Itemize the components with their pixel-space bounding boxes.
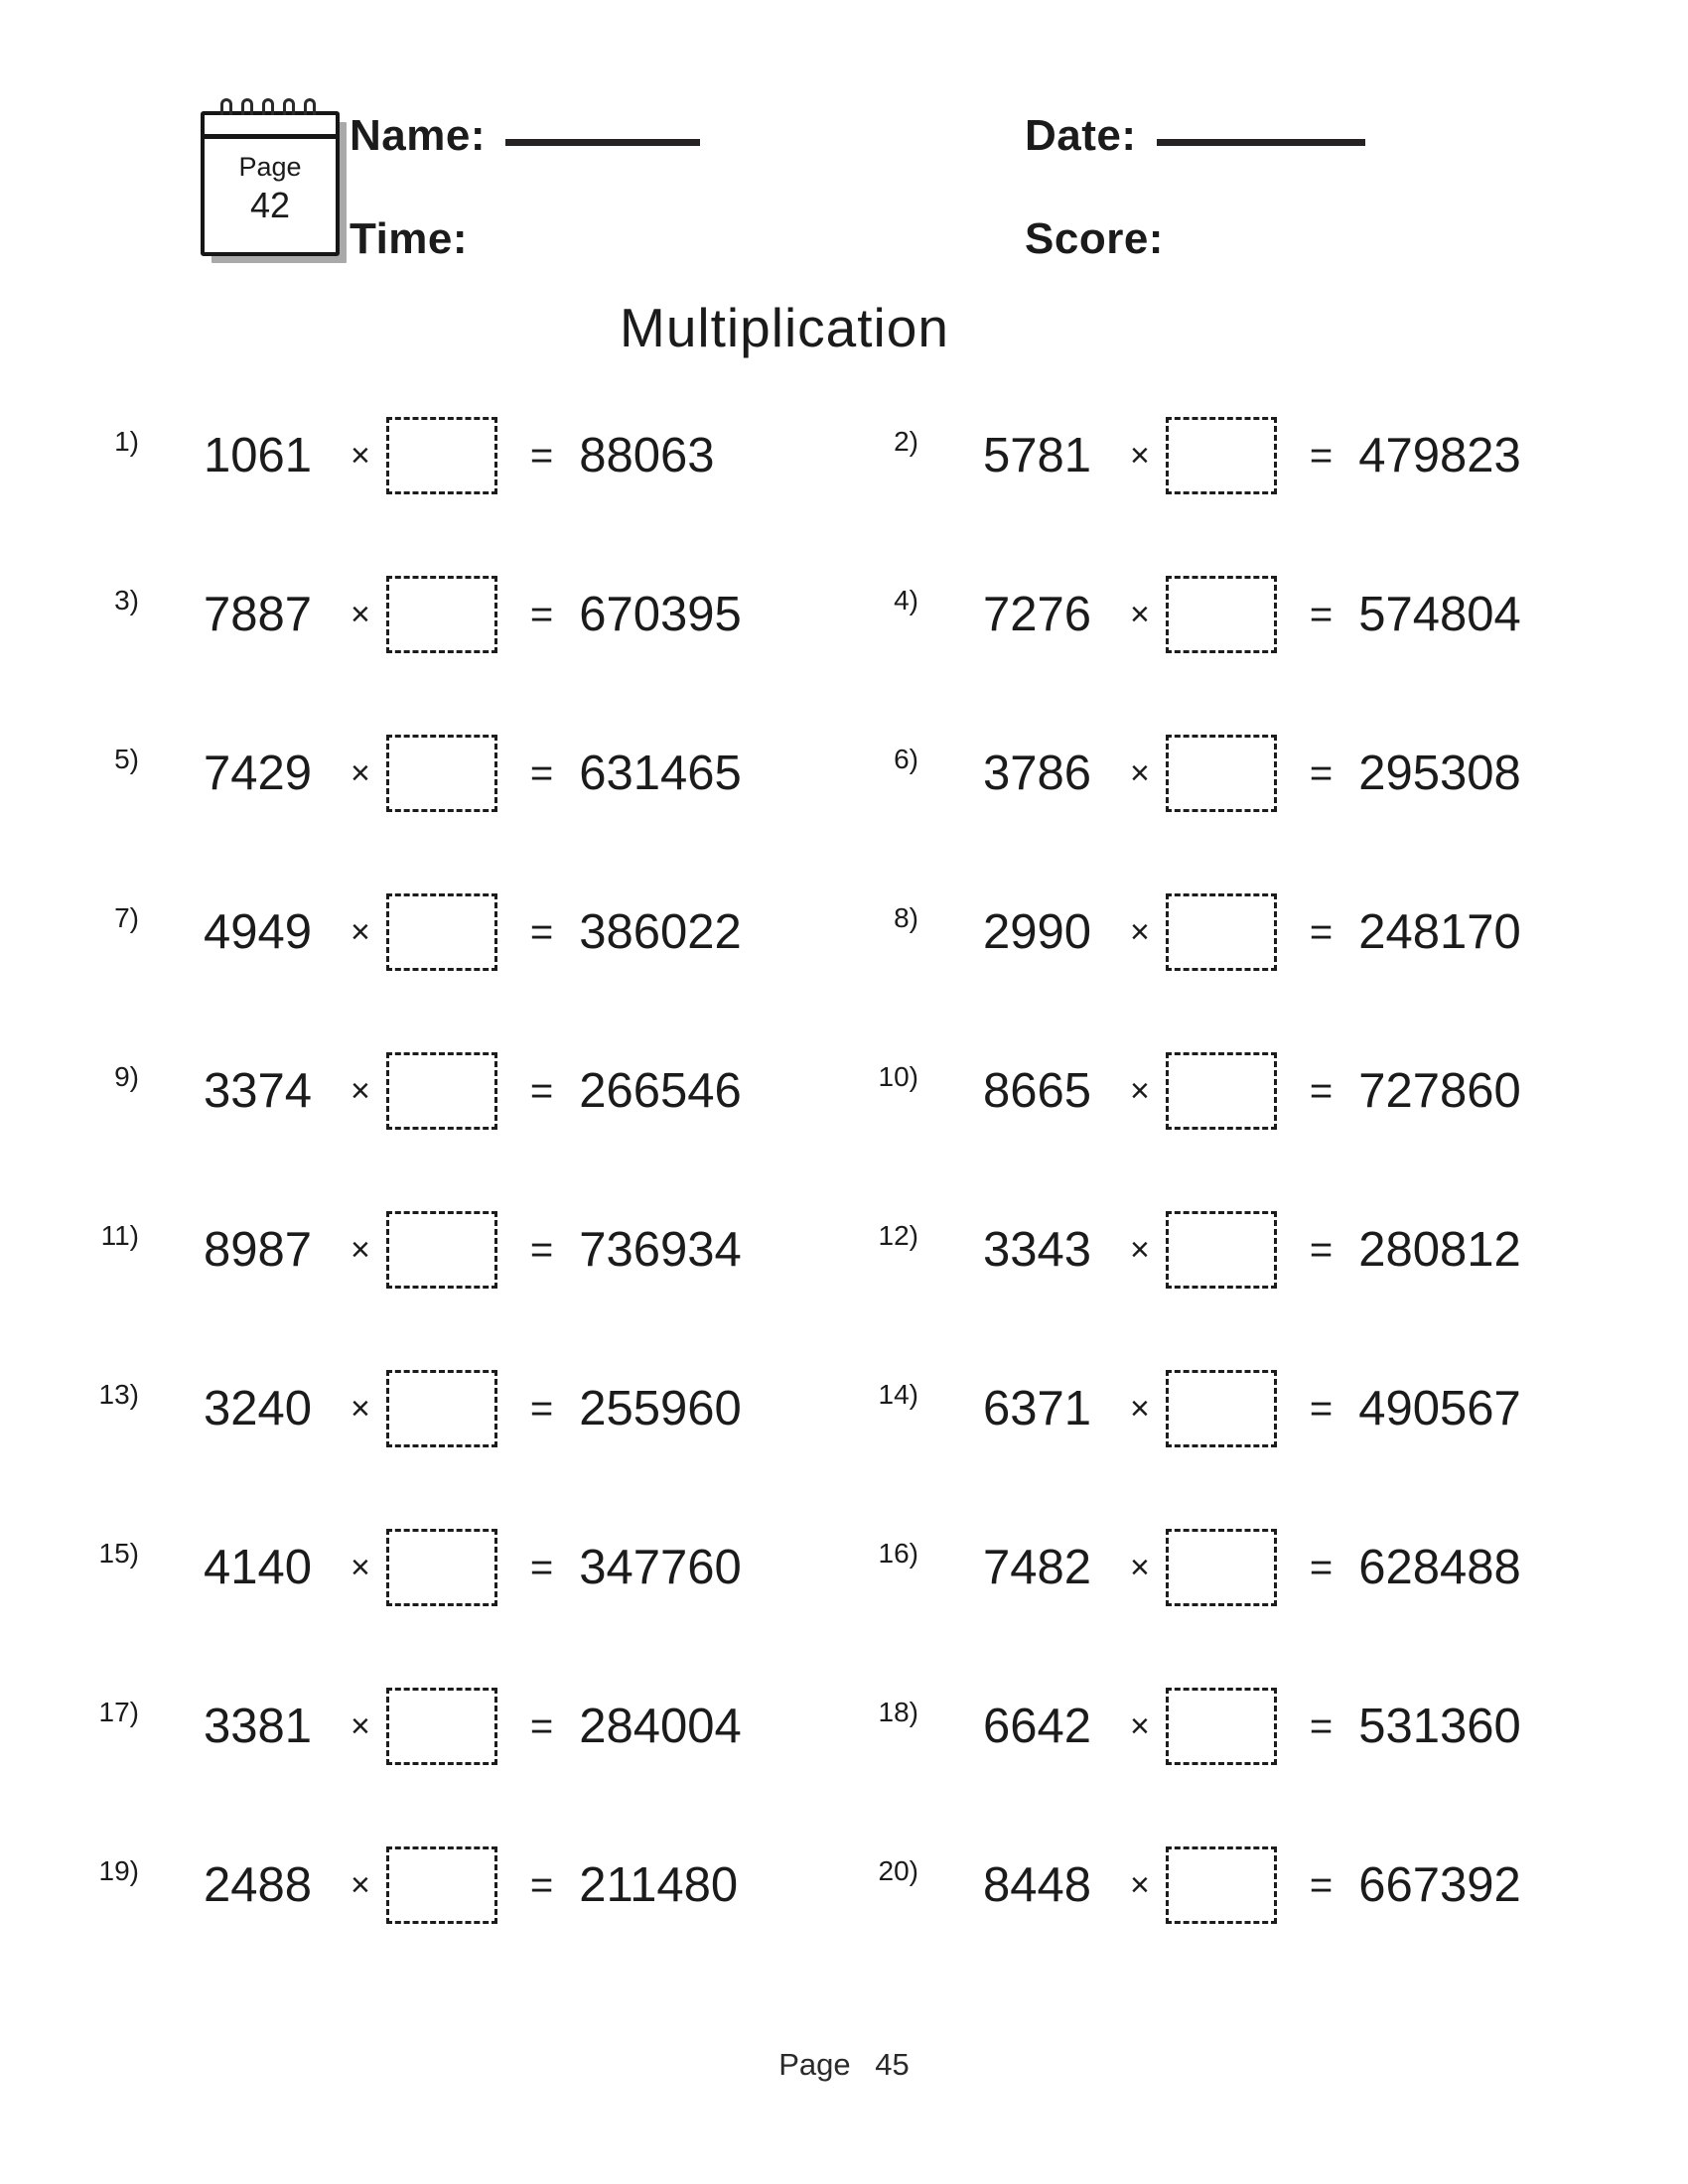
multiply-icon: × bbox=[1130, 595, 1150, 633]
time-label: Time: bbox=[350, 214, 469, 263]
multiplicand: 8665 bbox=[983, 1064, 1092, 1118]
problems-grid bbox=[0, 417, 1688, 1924]
multiplicand: 7482 bbox=[983, 1541, 1092, 1594]
equals-sign: = bbox=[1309, 1704, 1334, 1748]
answer-box[interactable] bbox=[386, 1846, 497, 1924]
worksheet-header bbox=[0, 0, 1688, 298]
answer-box[interactable] bbox=[386, 1529, 497, 1606]
page-icon-label: Page bbox=[238, 152, 302, 182]
problem-number: 17) bbox=[98, 1697, 139, 1727]
multiply-icon: × bbox=[351, 1071, 370, 1110]
product: 631465 bbox=[579, 747, 742, 800]
product: 255960 bbox=[579, 1382, 742, 1435]
product: 295308 bbox=[1358, 747, 1521, 800]
multiply-icon: × bbox=[351, 753, 370, 792]
answer-box[interactable] bbox=[386, 1211, 497, 1289]
product: 280812 bbox=[1358, 1223, 1521, 1277]
problem-item-5 bbox=[84, 735, 864, 812]
notepad-band bbox=[205, 115, 336, 139]
product: 727860 bbox=[1358, 1064, 1521, 1118]
multiplicand: 2488 bbox=[204, 1858, 313, 1912]
problem-item-8 bbox=[864, 893, 1643, 971]
multiplicand: 3381 bbox=[204, 1700, 313, 1753]
multiplicand: 8448 bbox=[983, 1858, 1092, 1912]
equals-sign: = bbox=[529, 909, 554, 954]
multiplicand: 3343 bbox=[983, 1223, 1092, 1277]
problem-number: 12) bbox=[878, 1220, 918, 1251]
multiply-icon: × bbox=[1130, 1230, 1150, 1269]
equals-sign: = bbox=[529, 1545, 554, 1589]
footer-page-number: Page 45 bbox=[778, 2047, 910, 2082]
multiplicand: 6642 bbox=[983, 1700, 1092, 1753]
equals-sign: = bbox=[529, 433, 554, 478]
problem-item-14 bbox=[864, 1370, 1643, 1447]
multiply-icon: × bbox=[1130, 1706, 1150, 1745]
problem-number: 16) bbox=[878, 1538, 918, 1569]
problem-number: 3) bbox=[114, 585, 139, 615]
problem-number: 5) bbox=[114, 744, 139, 774]
multiplicand: 1061 bbox=[204, 429, 313, 482]
problem-number: 8) bbox=[894, 902, 918, 933]
problem-item-6 bbox=[864, 735, 1643, 812]
multiplicand: 2990 bbox=[983, 905, 1092, 959]
problem-number: 18) bbox=[878, 1697, 918, 1727]
problem-item-20 bbox=[864, 1846, 1643, 1924]
problem-item-18 bbox=[864, 1688, 1643, 1765]
problem-item-13 bbox=[84, 1370, 864, 1447]
problem-number: 13) bbox=[98, 1379, 139, 1410]
problem-number: 9) bbox=[114, 1061, 139, 1092]
problem-number: 11) bbox=[100, 1220, 139, 1251]
equals-sign: = bbox=[529, 751, 554, 795]
multiply-icon: × bbox=[1130, 912, 1150, 951]
problem-item-15 bbox=[84, 1529, 864, 1606]
answer-box[interactable] bbox=[386, 1052, 497, 1130]
page-icon-number: 42 bbox=[249, 185, 291, 226]
product: 248170 bbox=[1358, 905, 1521, 959]
notepad-text bbox=[205, 152, 336, 225]
header-right-fields bbox=[1025, 111, 1365, 318]
multiply-icon: × bbox=[351, 1389, 370, 1428]
multiplicand: 3240 bbox=[204, 1382, 313, 1435]
problem-item-12 bbox=[864, 1211, 1643, 1289]
answer-box[interactable] bbox=[1166, 893, 1277, 971]
product: 670395 bbox=[579, 588, 742, 641]
product: 574804 bbox=[1358, 588, 1521, 641]
multiply-icon: × bbox=[351, 595, 370, 633]
answer-box[interactable] bbox=[1166, 1370, 1277, 1447]
page-number-icon bbox=[201, 111, 340, 256]
answer-box[interactable] bbox=[386, 576, 497, 653]
equals-sign: = bbox=[1309, 433, 1334, 478]
multiplicand: 6371 bbox=[983, 1382, 1092, 1435]
problem-item-3 bbox=[84, 576, 864, 653]
problem-number: 1) bbox=[114, 426, 139, 457]
score-label: Score: bbox=[1025, 214, 1164, 263]
equals-sign: = bbox=[1309, 1068, 1334, 1113]
answer-box[interactable] bbox=[1166, 1688, 1277, 1765]
equals-sign: = bbox=[529, 1862, 554, 1907]
answer-box[interactable] bbox=[1166, 1846, 1277, 1924]
product: 88063 bbox=[579, 429, 715, 482]
problem-item-19 bbox=[84, 1846, 864, 1924]
problem-number: 7) bbox=[114, 902, 139, 933]
equals-sign: = bbox=[529, 1386, 554, 1431]
multiply-icon: × bbox=[1130, 1389, 1150, 1428]
equals-sign: = bbox=[529, 1704, 554, 1748]
answer-box[interactable] bbox=[1166, 576, 1277, 653]
problem-number: 10) bbox=[878, 1061, 918, 1092]
problem-number: 19) bbox=[98, 1855, 139, 1886]
problem-item-10 bbox=[864, 1052, 1643, 1130]
problem-item-17 bbox=[84, 1688, 864, 1765]
product: 531360 bbox=[1358, 1700, 1521, 1753]
problem-item-2 bbox=[864, 417, 1643, 494]
score-field-row bbox=[1025, 214, 1365, 270]
multiply-icon: × bbox=[1130, 1865, 1150, 1904]
problem-number: 6) bbox=[894, 744, 918, 774]
date-blank-line[interactable] bbox=[1157, 139, 1365, 146]
answer-box[interactable] bbox=[386, 417, 497, 494]
date-field-row bbox=[1025, 111, 1365, 167]
problem-number: 20) bbox=[878, 1855, 918, 1886]
product: 211480 bbox=[579, 1858, 739, 1912]
answer-box[interactable] bbox=[1166, 417, 1277, 494]
equals-sign: = bbox=[529, 1227, 554, 1272]
header-left-fields bbox=[350, 111, 700, 318]
time-field-row bbox=[350, 214, 700, 270]
equals-sign: = bbox=[1309, 1227, 1334, 1272]
product: 628488 bbox=[1358, 1541, 1521, 1594]
multiply-icon: × bbox=[1130, 753, 1150, 792]
product: 490567 bbox=[1358, 1382, 1521, 1435]
spiral-rings-icon bbox=[220, 98, 316, 115]
answer-box[interactable] bbox=[386, 1688, 497, 1765]
name-blank-line[interactable] bbox=[505, 139, 700, 146]
problem-item-4 bbox=[864, 576, 1643, 653]
problem-item-7 bbox=[84, 893, 864, 971]
multiply-icon: × bbox=[351, 1706, 370, 1745]
problem-number: 4) bbox=[894, 585, 918, 615]
answer-box[interactable] bbox=[1166, 735, 1277, 812]
product: 667392 bbox=[1358, 1858, 1521, 1912]
problem-item-16 bbox=[864, 1529, 1643, 1606]
name-label: Name: bbox=[350, 111, 486, 160]
problem-number: 2) bbox=[894, 426, 918, 457]
problem-item-1 bbox=[84, 417, 864, 494]
multiply-icon: × bbox=[351, 436, 370, 475]
problem-item-9 bbox=[84, 1052, 864, 1130]
multiplicand: 7276 bbox=[983, 588, 1092, 641]
multiplicand: 4949 bbox=[204, 905, 313, 959]
product: 347760 bbox=[579, 1541, 742, 1594]
multiplicand: 7429 bbox=[204, 747, 313, 800]
equals-sign: = bbox=[1309, 1386, 1334, 1431]
equals-sign: = bbox=[1309, 751, 1334, 795]
answer-box[interactable] bbox=[1166, 1211, 1277, 1289]
multiply-icon: × bbox=[1130, 1071, 1150, 1110]
multiply-icon: × bbox=[351, 1548, 370, 1586]
product: 266546 bbox=[579, 1064, 742, 1118]
multiplicand: 3374 bbox=[204, 1064, 313, 1118]
equals-sign: = bbox=[529, 1068, 554, 1113]
equals-sign: = bbox=[1309, 909, 1334, 954]
equals-sign: = bbox=[1309, 1862, 1334, 1907]
multiply-icon: × bbox=[1130, 436, 1150, 475]
problem-number: 15) bbox=[98, 1538, 139, 1569]
multiplicand: 4140 bbox=[204, 1541, 313, 1594]
multiplicand: 5781 bbox=[983, 429, 1092, 482]
multiply-icon: × bbox=[1130, 1548, 1150, 1586]
product: 736934 bbox=[579, 1223, 742, 1277]
name-field-row bbox=[350, 111, 700, 167]
date-label: Date: bbox=[1025, 111, 1137, 160]
answer-box[interactable] bbox=[386, 735, 497, 812]
product: 284004 bbox=[579, 1700, 742, 1753]
multiply-icon: × bbox=[351, 1865, 370, 1904]
answer-box[interactable] bbox=[386, 1370, 497, 1447]
notepad-icon bbox=[201, 111, 340, 256]
multiply-icon: × bbox=[351, 912, 370, 951]
equals-sign: = bbox=[1309, 592, 1334, 636]
worksheet-title: Multiplication bbox=[620, 297, 949, 358]
multiply-icon: × bbox=[351, 1230, 370, 1269]
answer-box[interactable] bbox=[1166, 1052, 1277, 1130]
product: 386022 bbox=[579, 905, 742, 959]
answer-box[interactable] bbox=[386, 893, 497, 971]
problem-item-11 bbox=[84, 1211, 864, 1289]
problem-number: 14) bbox=[878, 1379, 918, 1410]
multiplicand: 8987 bbox=[204, 1223, 313, 1277]
multiplicand: 7887 bbox=[204, 588, 313, 641]
equals-sign: = bbox=[1309, 1545, 1334, 1589]
multiplicand: 3786 bbox=[983, 747, 1092, 800]
answer-box[interactable] bbox=[1166, 1529, 1277, 1606]
equals-sign: = bbox=[529, 592, 554, 636]
product: 479823 bbox=[1358, 429, 1521, 482]
